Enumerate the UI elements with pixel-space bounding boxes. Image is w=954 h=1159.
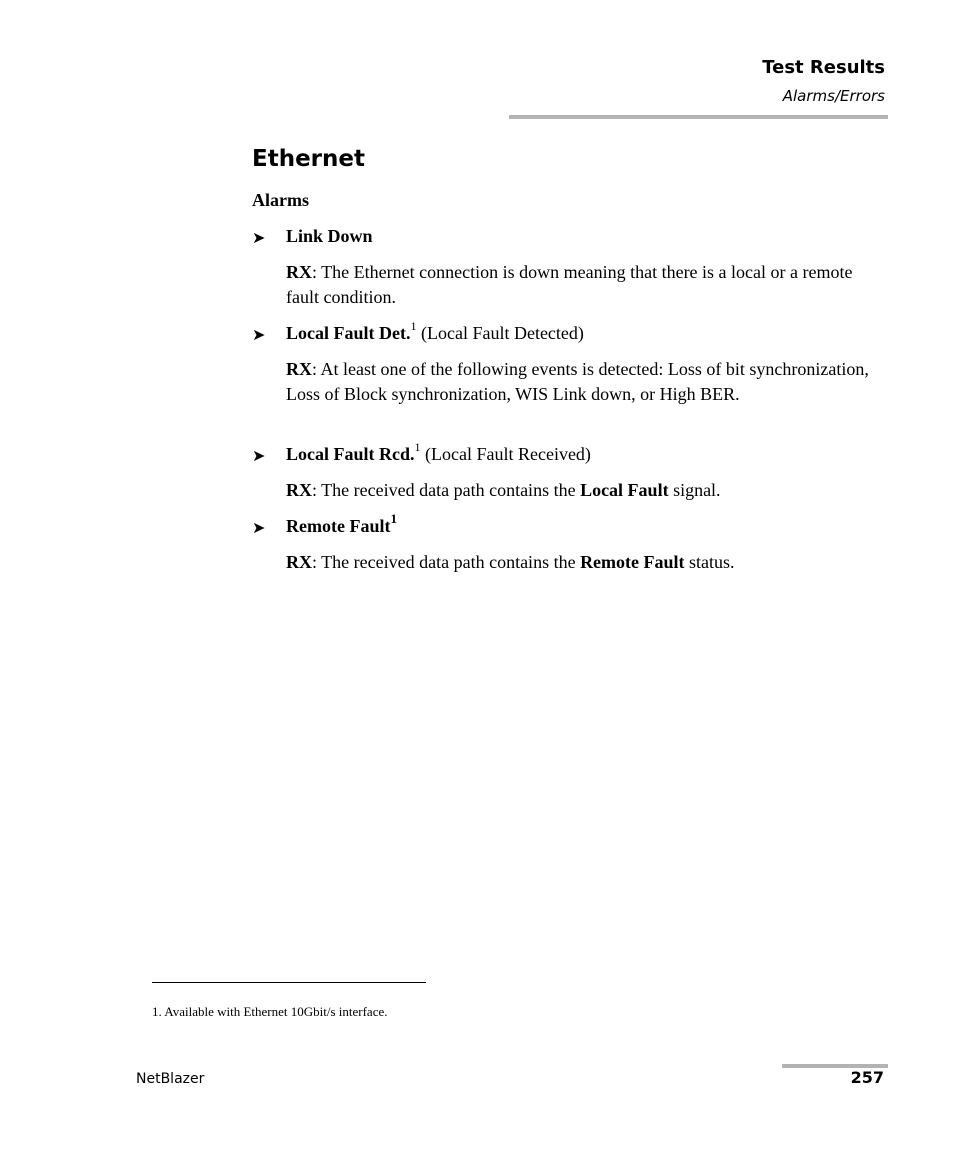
running-header-title: Test Results [762,57,885,78]
alarm-description [286,550,886,575]
signal-name: Local Fault [580,480,669,500]
direction-label: RX [286,359,312,379]
bullet-icon: ➤ [252,518,266,537]
description-text: : The received data path contains the [312,552,581,572]
bullet-icon: ➤ [252,446,266,465]
footnote-ref: 1 [414,440,421,454]
footnote-ref: 1 [410,319,417,333]
footnote-rule [152,982,426,983]
description-end: status. [684,552,735,572]
alarm-full-name: (Local Fault Received) [420,444,591,464]
alarm-item [286,442,591,467]
bullet-icon: ➤ [252,325,266,344]
direction-label: RX [286,480,312,500]
page-number: 257 [850,1068,884,1087]
footnote-ref: 1 [390,511,397,526]
alarm-name: Local Fault Rcd. [286,444,415,464]
alarm-description [286,260,886,309]
alarm-name: Remote Fault [286,516,391,536]
signal-name: Remote Fault [580,552,685,572]
footnote: 1. Available with Ethernet 10Gbit/s interface. [152,1004,388,1019]
section-title: Ethernet [252,146,365,172]
header-rule [509,115,888,119]
bullet-icon: ➤ [252,228,266,247]
description-end: signal. [668,480,721,500]
footer-product-name: NetBlazer [136,1071,205,1087]
description-text: : The received data path contains the [312,480,581,500]
alarm-description [286,478,886,503]
direction-label: RX [286,262,312,282]
alarm-description [286,357,886,406]
running-header-subtitle: Alarms/Errors [782,87,885,105]
alarm-name: Local Fault Det. [286,323,411,343]
alarm-item [286,511,397,539]
subsection-title: Alarms [252,190,309,210]
alarm-item [286,224,373,249]
description-text: : At least one of the following events is detected: Loss of bit synchronization, Loss of Block synchronization, WIS Link down, or High BER. [286,359,869,404]
alarm-item [286,321,584,346]
alarm-full-name: (Local Fault Detected) [416,323,584,343]
direction-label: RX [286,552,312,572]
description-text: : The Ethernet connection is down meaning that there is a local or a remote fault condition. [286,262,853,307]
alarm-name: Link Down [286,226,373,246]
